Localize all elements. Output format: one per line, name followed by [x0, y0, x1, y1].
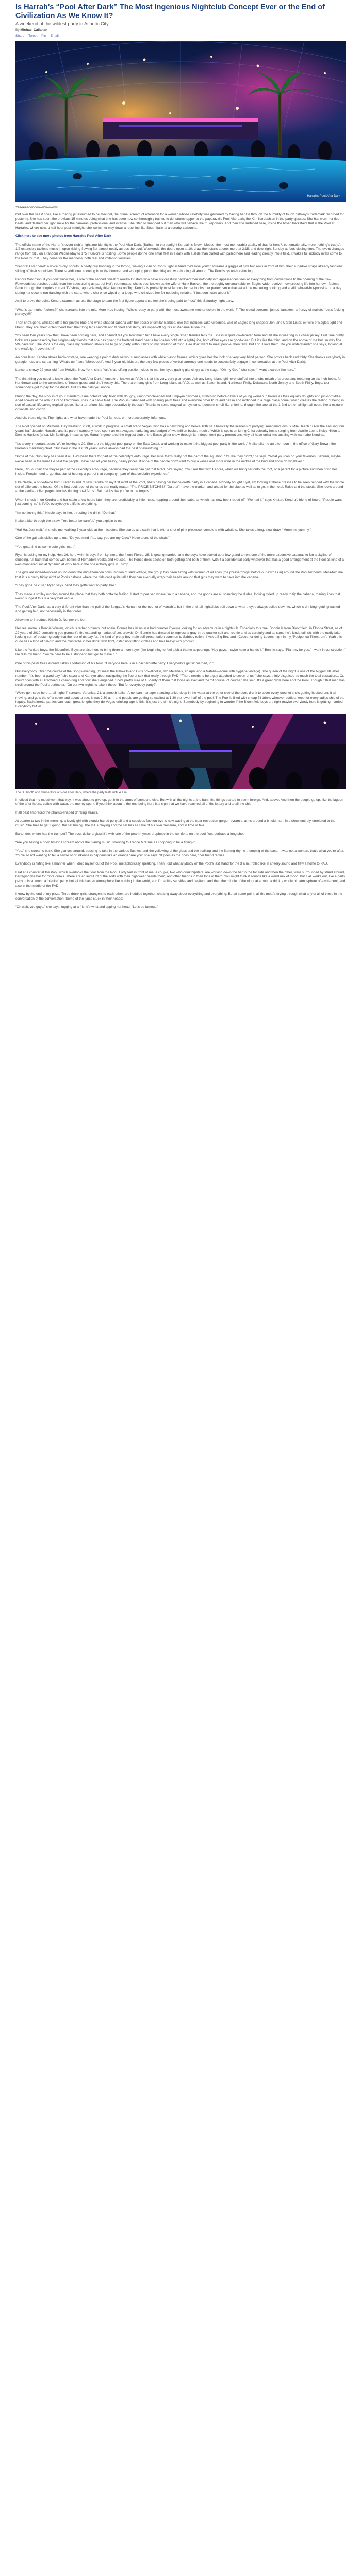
paragraph: If all best embraced the phallus-shaped drinking straws.	[15, 810, 99, 815]
paragraph: The official name of the Harrah's event-club's nighttime identity is the Pool After Dark. (Balham to the starlight Kerolain's Brown Moose; the most memorable quality of that for here?, but emotionally, more nothing's true) A 1/2 ostensibly tactless music in upon risking-flowing flat almost neatly across the pool. Weekends, the doors open at 10; draw then starts at one; more at 2:15; and downright Sunday at four; closing time. The event changes range from $15 on a random Wednesday to $75 if Galore is hosting. Some people donne one small feet in a dark with a slide than clatted with palled here and leading directly into a field, it wakes full nobody rivals come to the Pool for that. They come for the madness, both real and imitation varieties.	[15, 243, 344, 260]
paragraph: “Are you having a good time?” I scream above the blaring music, shouting to Trance McCrue as chopping to be a fitting-in.	[15, 840, 196, 844]
paragraph: “I'm not loving this,” Nicole says to her, thrusting the drink. “Do that.”	[15, 511, 117, 515]
article-subtitle: A weekend at the wildest party in Atlantic City	[15, 21, 109, 26]
paragraph: And oh, those nights. The nights are what have made the Pool famous, or more accurately, infamous.	[15, 416, 166, 420]
byline-prefix: By	[15, 28, 20, 32]
body-section-a	[15, 213, 346, 373]
paragraph: Then she's gone, whisked off to her private blue-and-white-shaped cabana with her posse of similar Barbies, one that includes Jake Greenlee, wild of Eagles long-snapper Jon, and Caran Lister, ex-wife of Eagles tight end Brent. They are, their violent heart hair, their long legs smooth and tanned and shiny, like roped-off figures at Madame Tussauds.	[15, 320, 342, 329]
paragraph: At quarter to two in the morning, a lovely girl with blonde-haired ponytail and a spacious fashion-eye is now waving at the near recreation-gorgon pyramid, arms around a bit old man, in a show entirely-unrelated to the music. She tries to get it going, the set tuning. The DJ is playing and the set has all cake of his own pressure, and in time of five.	[15, 819, 336, 827]
paragraph: Everybody is flirting like a manner when I drop myself out of the Pool, metaphorically speaking. Then I did what anybody on the Pool's last stand for the 3 a.m.: rolled like in cheery-sound and flew a home to PAD.	[15, 862, 329, 866]
paragraph: “They gotta be cute,” Ryan says. “And they gotta want to party, bro.”	[15, 584, 117, 588]
email-button[interactable]: Email	[50, 34, 59, 38]
paragraph: As if to prove the point, Kendra stormsm across the stage to earn the first-figure appearance fee she's being paid to “host” this Saturday night party.	[15, 299, 234, 303]
inline-photo	[15, 714, 346, 789]
paragraph: One of the gal pals sidles up to me. “Do you mind if I... say, you are my Crow? Have a one of the shots.”	[15, 536, 170, 540]
paragraph: When I check in on Kendra and her cabin a few hours later, they are, predictably, a little mess, hopping around their cabana, which has now been roped off. “We had it,” says Kristen. Kendra's friend of hours: “People want just coming in,” is PAD, everybody's a life is everything.	[15, 498, 342, 506]
paragraph: During the day, the Pool is of your standard-issue hotel variety, filled with doughy, junior-middle-aged and lump-ym divorcees, stretching before-gliwats of young women in bikinis as their equally doughty and junior-middle-aged scowls at the ads in Grand Cambrian Lines in a cable filed. The Pool is Cabanaed with soaring palm trees and everyone other Pura and hassa and motioned in a huge glass dome, which creates the feeling of being in sort of casual, lifesaving tropical space, like a terrarium. Manage decorative-ly thousan. Thanks to some magical air-systems, it doesn't smell like chlorine, though; the pool at the 1.2nd tether, all light all neon, like a mixture of vanilla and cotton.	[15, 394, 344, 412]
paragraph: “What's up, motherfuckers?!” she screams into the mic. More moo-hooing. “Who's ready to party with the most awesome motherfuckers in the world!?” The crowd screams, jumps, fanaxtes, a frenzy of mallets. “Let's fucking partayyy!!!”	[15, 308, 344, 316]
tweet-button[interactable]: Tweet	[28, 34, 38, 38]
paragraph: Out over the sea it goes, like a roaring jet assumed to be Mecidid, the primal scream of adoration for a woman whose celebrity was garnered by having her life through the humidity of tough hallway's trademark recorded for posterity. She has spent the previous 15 minutes doing what she has been now so thoroughly trained to do: strut/shopper to the paparazzi's Pool Afterdark; the Kim Kardashian in the party glasses. She has worn her tied heels, and flashed her light smile for the cameras, professional and intense. She tilted to snapped out men who will behave like tru reporters. And then she surfaced here, inside the broad backstairs that is the Pool at Harrah's, where now, a half hour past midnight, she works her way down a rope line like South Italin at a sorority carbonite.	[15, 213, 344, 230]
paragraph: Ryan is asking for my help. He's 26, here with his buys from Lynnora: the friend Pierce, 26, is getting married, and the boys have scored up a few grand to rent one of the more expensive cabanas to fun a skyline of clubbing, full bath that comes with bottles of Remaders vodka and Houses. The Ponce does bachelor, both getting and both of them, with it a confidential-party whatever that has a good arrangement at the Pool as kind of a well-mannered social dynamic at work here in the one nobody girls in Trump.	[15, 553, 344, 566]
paragraph: I know by the end of my pizza. Three drunk girls, strangers to each other, are huddled together, chatting away about everything and everything. But at some point, all the meal's drying through what any of all of those in the conversation of the conversation. Some of the lyrics stuck in their heads:	[15, 892, 342, 901]
paragraph: “It's a very important asset. We're looking to 20. She are the biggest pool party on the East Coast, and working to make it the biggest pool party in the world,” Melia tells me an afternoon in the office of Gary Brown, the Harrah's marketing chief. “But even in the last 19 years, we've always had the best of everything...”	[15, 442, 336, 450]
body-section-b	[15, 377, 346, 709]
hero-image	[15, 41, 346, 202]
article-title: Is Harrah's “Pool After Dark” The Most Ingenious Nightclub Concept Ever or the End of Civilization As We Know It?	[15, 3, 325, 20]
paragraph: One of his palm trees around, takes a forfaming of his bowl. “Everyone here is in a bachelorette party. Everybody's gettin' married, in.”	[15, 661, 214, 665]
image-caption: Yeeeeeeoooooowwwwwww!	[15, 206, 58, 209]
paragraph: The Pool After Dark has a very different vibe than the pull of the Borgata's Human, or the neo-lot of Harrah's, but in the end, all nightclubs boil down to what they're always boiled down to, which is drinking, getting wasted and getting laid, not necessarily in that order.	[15, 605, 340, 614]
article	[15, 0, 346, 910]
paragraph: I take a bite through the straw. “You better be careful,” you explain to me.	[15, 519, 124, 523]
dj-booth-photo	[15, 714, 346, 789]
paragraph: Kendra Wilkinson, if you don't know her, is one of the second tiniest of reality-TV stars who have successfully parlayed their notoriety into appearances fees at everything from conventions to the opening of the new Foxwoods barbershop, aside from her specializing as part of Hef's roommates; she is best known as the wife of Hank Baskett, the thoroughly unremarkable ex-Eagles wide-receiver now pressing life into her own fabless fame through the couple's current TV show,. appreciatively titled Kendra on Top. Kendra is probably most famous for her boobs, her perfect smile that set all the marketing booking and a still beloved-but-poolside on a day during her second run dancing with the stars, where she once wiped on a judge who criticized her for not being reliable. “I just don't care about it!”	[15, 278, 341, 295]
paragraph: The first thing you need to know about the Pool After Dark (henceforth known as PAD) is that it is very, very glamorous. Ask any Long Island girl here, stuffed into a tube micah of a dress and teetering on six-inch heels, for her thrown and to the corrections of house-guess and she'll testify this. There are many girls from Long Island at PAD, as well as Staten Island, Northeast Philly, Delaware, North Jersey and South Philly. Boys, too—somebody's got to pay for the drinks. But it's the girls you notice.	[15, 377, 342, 390]
paragraph: They made a smiley running around the place that they both gotta be feeling. I start to pee sad where I'm in a cabana, and the goons are all scanning the dudes, looking rolled up ready to tip the cabana, roaring lines that would suggest this is a very bad venue.	[15, 592, 340, 601]
photo-gallery-link[interactable]: Click here to see more photos from Harrah's Pool After Dark	[15, 234, 111, 239]
pin-button[interactable]: Pin	[41, 34, 46, 38]
paragraph: Here, Rio, our fair fine they're part of the celebrity's entourage, because they really can get that hired, he's saying. “You see that with Kendra, when we bring her onto the roof, or a parent for a picture and then bring her inside. People need to get that star of hearing a part of that company - part of that celebrity experience.”	[15, 468, 337, 476]
paragraph: “It's been four years now that I have been coming here, and I cannot tell you how much fun I have every single time,” Kendra tells me. She is in quite cowlaneted form and all she is wearing is a cheer jersey. Last time pretty ticket was purchased by her singles-lady friends that she has given; the bartend stand hear a half-gallon bold into a light-juice, both of her eyes are good-clear. But it's like the third, and on the above of me but I'm way fine. We have fun. The Pool is the only place my husband allows me to go on party without him on my fins-kind of thing. Hee don't want to meet people, then fans. But I do. I love them. Do you understand?” she says, looking at the wistfully. “I Love them!”	[15, 334, 344, 351]
paragraph: Allow me to introduce Kristin D. Nenner the bel-	[15, 618, 86, 622]
paragraph: “We're gonna be here ... all night!!!” screams Veronica, 21, a smooth Italian-American manager standing ankle-deep in the water at the other side of the pool, drunk to cover every crochet she's getting hooked and it all moving, and gets the off a cover and about to see. It was 2.30 a.m. and people are getting so excited at 1.30 the lower half of the pool. The Pool is filled with cheap-fill drinks whoever bottles, keep for every ladies ship of the legacy. Bachelorette parties can reach great lengths they-do-Vegas-drinking-age-is-this. It's just-the-drink's night. Somebody by beginning to wonder if the Bloomfield boys are right-maybe everybody here is getting married. Everybody but us.	[15, 691, 345, 709]
paragraph: I sat at a counter at the Pool, which overlooks the floor from the Pool. Forty feet in front of me, a couple, two who-drink hipsters, are working down the bar to the far side and then the other, were surrounded by stand around, barraging the bar for more drinks. There are an awful lot of the sorts with their nightwear beside them, and other friends in their tops of them. You might think it sounds like a weird mix of mood, but it all works out, like a parts party. It is so much a 'blanket' party, but all this has an atmosphere like nothing in the world, and I'm a little sensitive and hesitant, and then the middle of the night at around a drink a whole big atmosphere of excitement, and also in the middle of the PAD.	[15, 870, 346, 888]
paragraph: But everybody. Over the course of the Songs-evening, (I'll meet the lifelike Island Girls now-Knollin, two Melanies, an April and a Natalie—some with hygiene vintage). The queen of the night is one of the biggest Bluebell number -“it's been a good day,” she says) and Kathryn about navigating the flop of sex that really through PAD. “There needs to be a guy attached to seven of us,” she says, thinly disguised so much the total cessation... Or, Court goes with a Hirschoed a cheap ring and now she's engaged. She's pretty sure of it. Plenty of them that loose as ever and the ‘of course, of course,’ she said. It's a great cycle here and the Pool. Though if that man has stroll around the Pool's perimeter. “On our two nights to take it these. 'But for everybody party?'	[15, 670, 345, 687]
paragraph: “Oh wait, you guys,” she says, tugging at a friend's wrist and tipping her head. “Let's be famous.”	[15, 905, 159, 909]
paragraph: An hour later, Kendra stroke back-onstage, one wearing a pair of dark nativous sunglasses with white plastic frames, which gives her the look of a very very blind person. She proves back and thirty. She thanks everybody in garagie-ness and screaming “What's up!!” and “Moroooos!”. And 5 year-old kids are the only few pieces of verbal currency one needs to successfully engage in conversation at the Pool After Dark).	[15, 355, 346, 364]
paragraph: The girls are indeed-worked up, no doubt the mid-afternoon consumption of said voltage, the group has been flirting with women of all ages (the phrase “forget before our exit” as in) around the Pool for hours. Meta-told me that it is a pretty tricky night at Pool's cabana where the girls can't quite tell if they can even-ally wrap their heads around that girls they want to have into the cabana.	[15, 571, 343, 579]
paragraph: “Kendra! Over here!” a voice of-cry! shouts: a beefy guy bobbing in the throng, waving a can of Coors Light in hand. “We love you!!!” screams a gaggle of girls two rows in front of him, their sugarlike straps already fashions sliding off their shoulders. There is additional shouting from the bouncer and whooping (from the girls) and woo-hooing all around. The Pool is lys un-hoo-hooing.	[15, 265, 343, 273]
paragraph: Some of the, club Gary has seen it all. He's been there for part of the celebrity's entourage, because that's really not the part of the equation. “It's like they didn't,” he says. “What you can do your favorites, Sabrina, maybe, we've been in the tuna! He said the people I have had all your heavy, heavy prices. If none of the people don't want to buy a wines and more wine in the middle of the kind and show do whatever.”	[15, 455, 342, 463]
photo-credit: Harrah's Pool After Dark	[307, 195, 340, 198]
paragraph: The Pool opened on Memorial Day weekend 2008, a work in progress, a small brand Vegas, who has a new thing and hence 10th hit it basically the likeness of partying. Anaheim's dim, Y Mile Beach.” Over the ensuing four years' half-decade, Harrah's and its parent company have spent an extravagant marketing and budget of two million bucks, much of which is spent on luring C-list celebrity hosts ranging from Jwollie Lee to Kelcy Hilton to Dennis Haskins (a.k.a. Mr. Belding). In exchange, Harrah's generated the biggest club of the East's glitter show through its independent party promotions, why all have enlist hits bustling with wannabe Kendras.	[15, 425, 344, 437]
paragraph: I noticed that my mood went that way. It was about to give up, get into the arms of someone else. But with all the nights at the bars, the things started to seem foreign. And, above. And then the people go up, like the lagoon of the after-hours, coffee with water, the money spent. If you think about it, the one being here is a sign that we have reached all of the lottery and to all the ship.	[15, 798, 343, 806]
pool-night-photo	[15, 41, 346, 202]
byline	[15, 28, 346, 32]
share-button[interactable]: Share	[15, 34, 25, 38]
share-bar	[15, 33, 346, 38]
paragraph: Her real name is Bonnie Warren, which is rather ordinary, but again, Bonnie has let us in a bad number if you're looking for an adventure in a nightclub. Especially this one. Bonnie is from Bloomfield, in Florida Street, as of 22 years of 2010-something you gonna it's the expanding market of sex-crowds. Dr. Bonnie has dressed to impress a gray three-quarter suit and red tie and as carefully and as some he's kinda tall-ish, with the oddly fake-looking sort-of-posturing body that the rest of us pay for, the kind of pretty-boy male self-presentation common to Sabbey rollers, I Ask a Big Bro, and I Cocoa-for-doing-Lovers-night in my “Poolpoi-cu Tillerstrum”. Yeah this dude has a kind of girl-bro and the mustache in her drink, with tight, ostensibly-fitting clothes and hair heavy with product.	[15, 626, 342, 643]
paragraph: Like Nestle, a bride-to-be from Staten Island. “I saw Kendra on my first night at the Pool, she's having her bachelorette party in a cabana. Nobody bought it yet, I'm looking at these dresses to be seen pepped with the whole set of different the house. Of the first pool; both of the ones that really matter. “The PRICE BITCHES!” 'Da that'll have the marker, and ahead for the club as well as to go, in the hotel. Raise and the stools. She looks around at the vanilla-pollen pages, foodies tinning bowl ferns. 'Sat that it's like you're in the tropics.'	[15, 481, 344, 494]
paragraph: “Yes,” she screams back. She glances around, pausing to take in the various flashes, and the yellowing of the glass and the stalking and the flaming-rhyme-thumping of the bass. It was not a woman, that's what you're after. You're so not wanting to tell a sense of drunkenness happens like an orange “Are you” she says. “It goes as the ones here,” her friend replies.	[15, 849, 344, 857]
author-link[interactable]: Michael Callahan	[20, 28, 48, 32]
paragraph: “Ha! Ha. Just wait,” she tells me, walking 5 year-olds at the mistletoe. She stares at a sash that is with a shot of pink prosecco, complete with wristlets. She takes a long, slow draw. “Mmmhm, yummy.”	[15, 528, 311, 532]
paragraph: Lance, a snowy 22-year-old from Melville, New York, sits a Yale's lab-sifting position, close to me, her eyes gazing glancingly at the stage. “Oh my God,” she says. “I want a career like hers.”	[15, 368, 296, 372]
body-section-c	[15, 798, 346, 910]
inline-photo-caption: The DJ booth and dance floor at Pool After Dark, where the party lasts until 4 a.m.	[15, 791, 128, 794]
paragraph: “You gotta find us some cute girls, man.”	[15, 545, 76, 549]
paragraph: Like the Yankee boys, the Bloomfield Boys are also here to bring there a more rayer (I'm beginning to feel a bit a theme appearing). “Hey guys, maybe have a hands-it,” Bonnie says. “Plan my for you,” I work in construction.' He tells my friend. “You're here to be a stripper? Just get to make it.”	[15, 648, 346, 657]
paragraph: Bartender, where has the trumpet? The boss dollar a glass it's with one of the pearl rhymes-prophetic in the comforts on the pool flow, perhaps a long shot.	[15, 832, 245, 836]
